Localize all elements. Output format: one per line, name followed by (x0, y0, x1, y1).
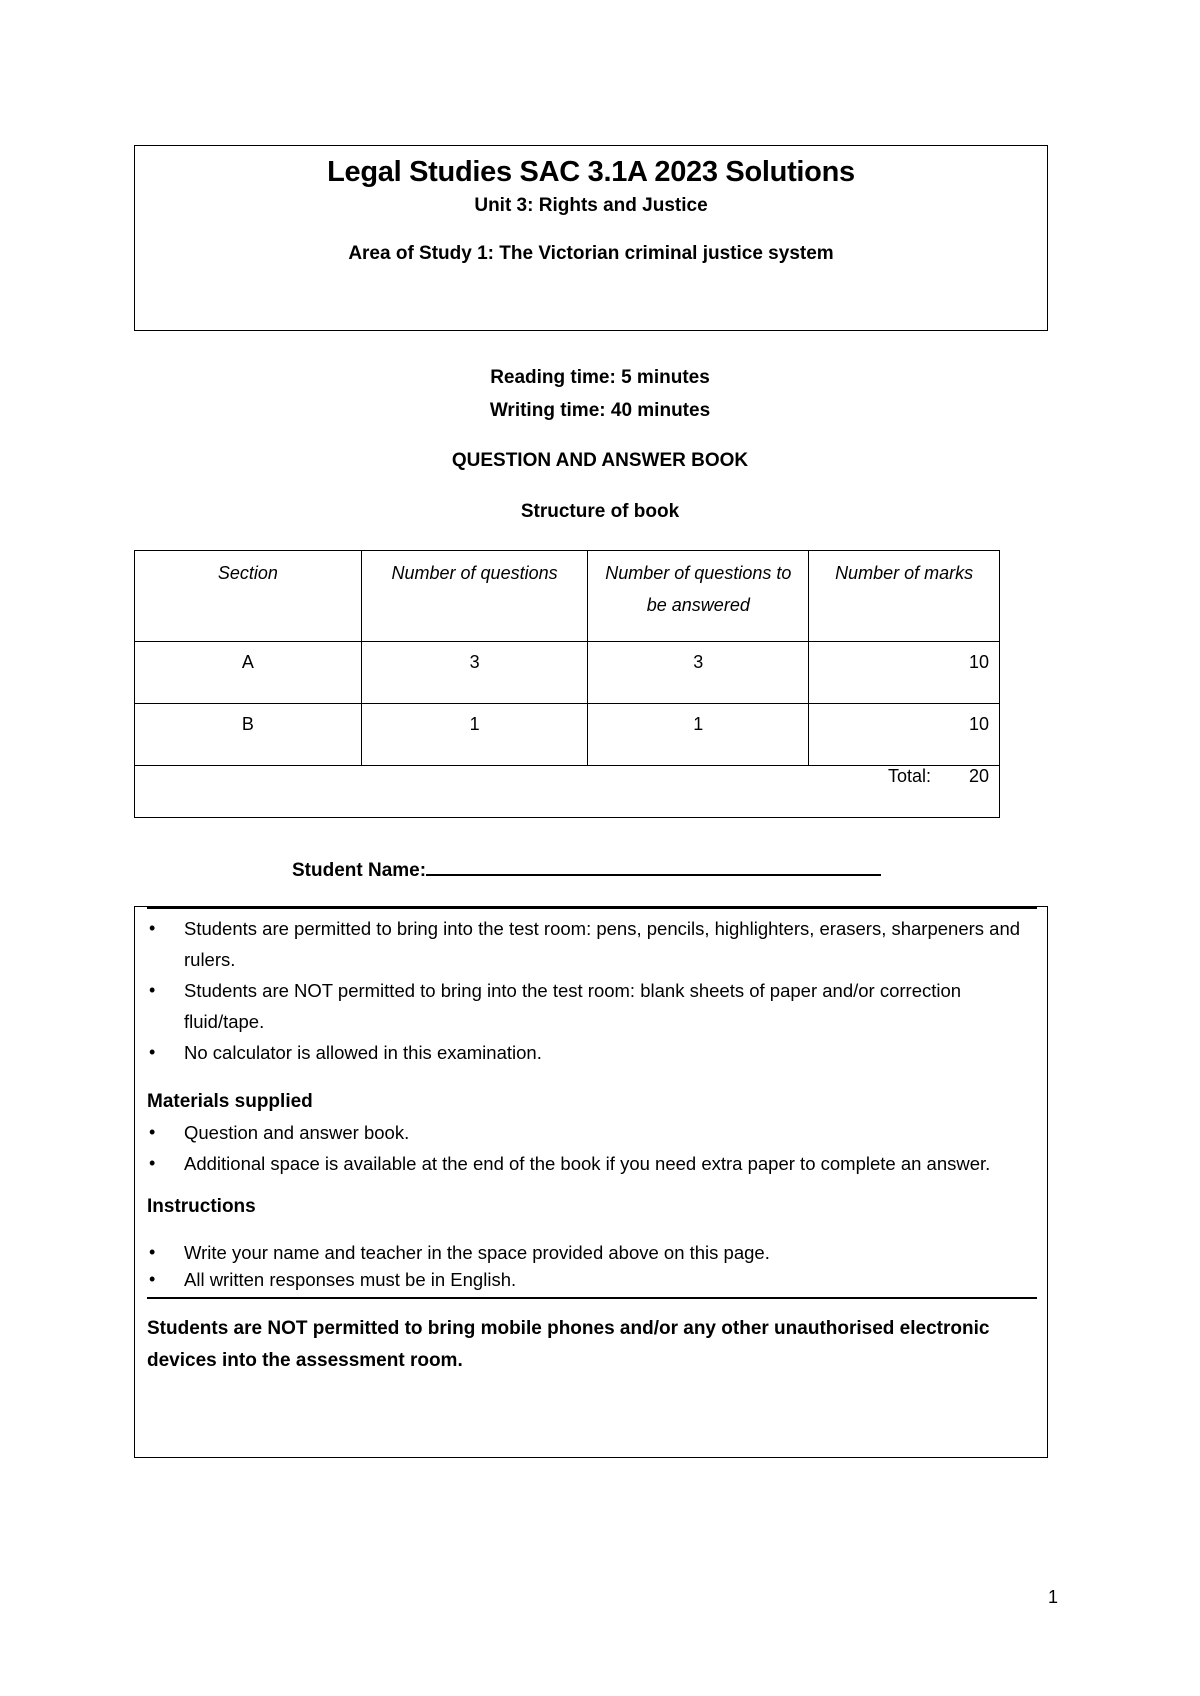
area-of-study: Area of Study 1: The Victorian criminal justice system (348, 243, 834, 264)
rules-box (134, 906, 1048, 1458)
bullet-icon: • (149, 918, 156, 938)
cell-marks: 10 (809, 704, 1000, 766)
cell-to-answer: 1 (588, 704, 809, 766)
student-name-label: Student Name: (292, 860, 427, 881)
instructions-heading: Instructions (147, 1196, 256, 1217)
student-name-line (426, 856, 881, 876)
electronic-devices-warning: Students are NOT permitted to bring mobile phones and/or any other unauthorised electronic devices into the assessment room. (147, 1318, 990, 1371)
table-row (135, 642, 1000, 704)
header-questions-to-answer: Number of questions to be answered (588, 551, 809, 642)
list-item: • Question and answer book. (147, 1117, 1037, 1148)
list-item: • Write your name and teacher in the space provided above on this page. (147, 1239, 1037, 1266)
total-value: 20 (968, 766, 989, 786)
bullet-icon: • (149, 1242, 156, 1262)
rules-content (147, 907, 1037, 1377)
cell-section: A (135, 642, 362, 704)
cell-to-answer: 3 (588, 642, 809, 704)
writing-time: Writing time: 40 minutes (489, 400, 711, 421)
bullet-icon: • (149, 1269, 156, 1289)
cell-questions: 1 (361, 704, 588, 766)
student-name-field (292, 856, 881, 882)
table-header-row (135, 551, 1000, 642)
bullet-icon: • (149, 980, 156, 1000)
header-number-of-questions: Number of questions (361, 551, 588, 642)
cell-marks: 10 (809, 642, 1000, 704)
list-item: • All written responses must be in English. (147, 1266, 1037, 1293)
permitted-list (147, 913, 1037, 1068)
total-cell (135, 766, 1000, 818)
instructions-list (147, 1239, 1037, 1293)
cell-section: B (135, 704, 362, 766)
bullet-icon: • (149, 1122, 156, 1142)
materials-list (147, 1117, 1037, 1179)
list-item: • Students are NOT permitted to bring into the test room: blank sheets of paper and/or correction fluid/tape. (147, 975, 1037, 1037)
title-box (134, 145, 1048, 331)
table-total-row (135, 766, 1000, 818)
book-label: QUESTION AND ANSWER BOOK (451, 450, 749, 471)
total-label: Total: (887, 766, 931, 786)
top-divider (147, 907, 1037, 909)
materials-heading: Materials supplied (147, 1091, 313, 1112)
table-row (135, 704, 1000, 766)
bullet-icon: • (149, 1042, 156, 1062)
document-title: Legal Studies SAC 3.1A 2023 Solutions (327, 156, 855, 188)
list-item: • Additional space is available at the end of the book if you need extra paper to complete an answer. (147, 1148, 1037, 1179)
structure-table (134, 550, 1000, 818)
header-number-of-marks: Number of marks (809, 551, 1000, 642)
page-number: 1 (1048, 1587, 1059, 1607)
list-item: • Students are permitted to bring into the test room: pens, pencils, highlighters, erasers, sharpeners and rulers. (147, 913, 1037, 975)
unit-subtitle: Unit 3: Rights and Justice (474, 195, 708, 216)
bottom-divider (147, 1297, 1037, 1299)
reading-time: Reading time: 5 minutes (490, 367, 710, 388)
list-item: • No calculator is allowed in this examination. (147, 1037, 1037, 1068)
header-section: Section (135, 551, 362, 642)
cell-questions: 3 (361, 642, 588, 704)
structure-heading: Structure of book (520, 501, 680, 522)
bullet-icon: • (149, 1153, 156, 1173)
